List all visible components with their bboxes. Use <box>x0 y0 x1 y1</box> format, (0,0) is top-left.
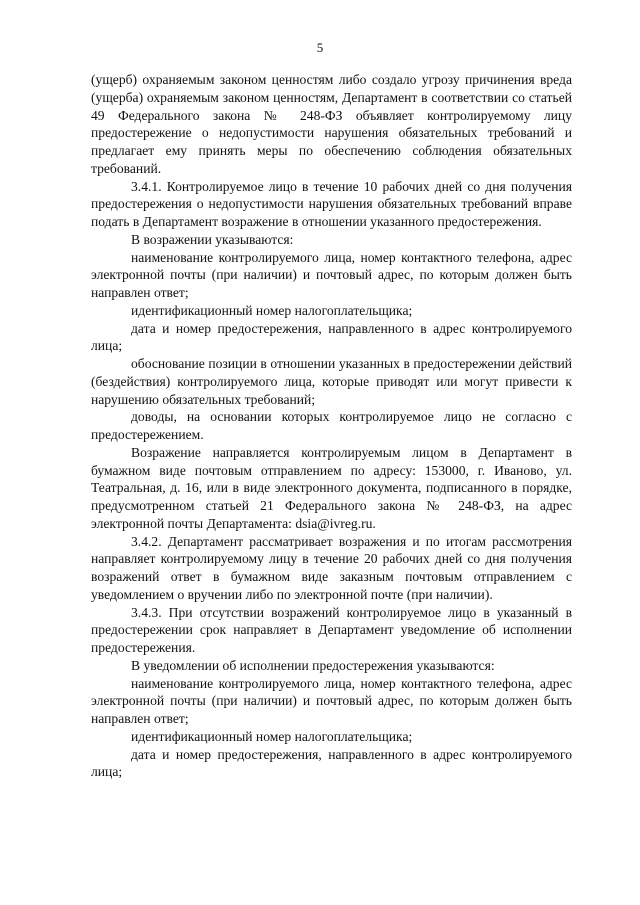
paragraph: наименование контролируемого лица, номер контактного телефона, адрес электронной почты (при наличии) и почтовый адрес, по которым должен быть направлен ответ; <box>91 675 572 726</box>
paragraph: 3.4.3. При отсутствии возражений контролируемое лицо в указанный в предостережении срок направляет в Департамент уведомление об исполнении предостережения. <box>91 604 572 655</box>
paragraph: 3.4.1. Контролируемое лицо в течение 10 рабочих дней со дня получения предостережения о недопустимости нарушения обязательных требований вправе подать в Департамент возражение в отношении указанного предостережения. <box>91 178 572 229</box>
paragraph: обоснование позиции в отношении указанных в предостережении действий (бездействия) контролируемого лица, которые приводят или могут привести к нарушению обязательных требований; <box>91 356 572 407</box>
paragraph: идентификационный номер налогоплательщика; <box>131 302 413 318</box>
paragraph: В возражении указываются: <box>131 231 294 247</box>
paragraph: В уведомлении об исполнении предостережения указываются: <box>131 657 495 673</box>
paragraph: идентификационный номер налогоплательщика; <box>131 728 413 744</box>
paragraph: (ущерб) охраняемым законом ценностям либо создало угрозу причинения вреда (ущерба) охраняемым законом ценностям, Департамент в соответствии со статьей 49 Федерального закона № 248-ФЗ объявляет контролируемому лицу предостережение о недопустимости нарушения обязательных требований и предлагает ему принять меры по обеспечению соблюдения обязательных требований. <box>91 72 572 176</box>
paragraph: Возражение направляется контролируемым лицом в Департамент в бумажном виде почтовым отправлением по адресу: 153000, г. Иваново, ул. Театральная, д. 16, или в виде электронного документа, подписанного в порядке, предусмотренном статьей 21 Федерального закона № 248-ФЗ, на адрес электронной почты Департамента: dsia@ivreg.ru. <box>91 444 572 531</box>
paragraph: дата и номер предостережения, направленного в адрес контролируемого лица; <box>91 746 572 780</box>
paragraph: дата и номер предостережения, направленного в адрес контролируемого лица; <box>91 320 572 354</box>
paragraph: доводы, на основании которых контролируемое лицо не согласно с предостережением. <box>91 409 572 442</box>
paragraph: 3.4.2. Департамент рассматривает возражения и по итогам рассмотрения направляет контролируемому лицу в течение 20 рабочих дней со дня получения возражений ответ в бумажном виде заказным почтовым отправлением с уведомлением о вручении либо по электронной почте (при наличии). <box>91 533 572 602</box>
page-number: 5 <box>316 40 324 55</box>
document-body <box>91 71 572 781</box>
paragraph: наименование контролируемого лица, номер контактного телефона, адрес электронной почты (при наличии) и почтовый адрес, по которым должен быть направлен ответ; <box>91 249 572 300</box>
